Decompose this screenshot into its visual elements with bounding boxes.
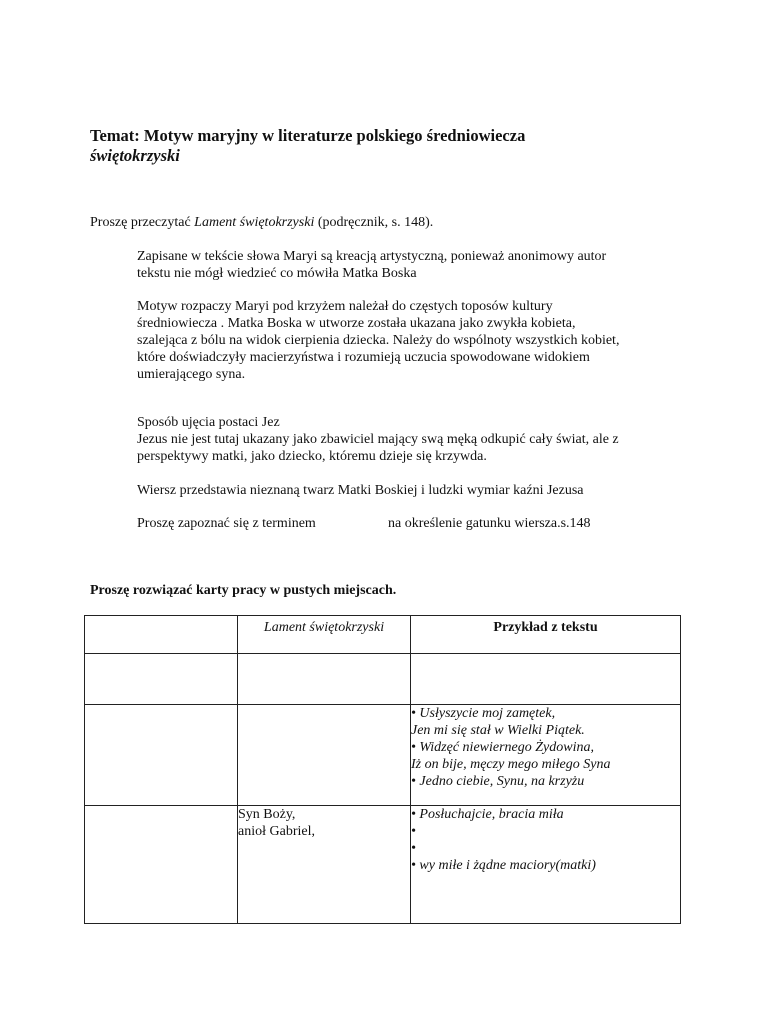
table-header-cell [85, 616, 238, 654]
para1-line: tekstu nie mógł wiedzieć co mówiła Matka Boska [137, 266, 417, 281]
para5-part2: na określenie gatunku wiersza.s.148 [388, 516, 591, 531]
para2-line: umierającego syna. [137, 367, 246, 382]
worksheet-table [84, 615, 681, 924]
table-cell-empty[interactable] [238, 654, 411, 705]
table-cell-empty[interactable] [238, 705, 411, 806]
table-header-cell: Przykład z tekstu [411, 616, 681, 654]
table-row [85, 654, 681, 705]
quote-line: • [411, 841, 416, 856]
intro-work-title: Lament świętokrzyski [194, 215, 315, 230]
table-cell-empty[interactable] [411, 654, 681, 705]
para5-part1: Proszę zapoznać się z terminem [137, 516, 316, 531]
characters-cell [238, 806, 411, 924]
para2-line: szalejąca z bólu na widok cierpienia dziecka. Należy do wspólnoty wszystkich kobiet, [137, 333, 620, 348]
table-row [85, 806, 681, 924]
character-name: Syn Boży, [238, 807, 296, 822]
page-title: Temat: Motyw maryjny w literaturze polskiego średniowiecza [90, 126, 526, 145]
quote-line: Jen mi się stał w Wielki Piątek. [411, 723, 585, 738]
quote-cell [411, 705, 681, 806]
task-instruction: Proszę rozwiązać karty pracy w pustych miejscach. [90, 583, 397, 598]
page-subtitle: świętokrzyski [90, 146, 180, 165]
para2-line: średniowiecza . Matka Boska w utworze została ukazana jako zwykła kobieta, [137, 316, 576, 331]
quote-cell [411, 806, 681, 924]
quote-line: • Widzęć niewiernego Żydowina, [411, 740, 594, 755]
para1-line: Zapisane w tekście słowa Maryi są kreacją artystyczną, ponieważ anonimowy autor [137, 249, 607, 264]
table-header-row [85, 616, 681, 654]
quote-line: • [411, 824, 416, 839]
quote-line: • Posłuchajcie, bracia miła [411, 807, 564, 822]
table-cell-empty[interactable] [85, 806, 238, 924]
intro-prefix: Proszę przeczytać [90, 215, 195, 230]
quote-line: • Jedno ciebie, Synu, na krzyżu [411, 774, 585, 789]
quote-line: Iż on bije, męczy mego miłego Syna [411, 757, 611, 772]
para3-line: Sposób ujęcia postaci Jez [137, 415, 280, 430]
para3-line: perspektywy matki, jako dziecko, któremu dzieje się krzywda. [137, 449, 487, 464]
table-cell-empty[interactable] [85, 654, 238, 705]
character-name: anioł Gabriel, [238, 824, 315, 839]
intro-line [90, 214, 433, 231]
table-row [85, 705, 681, 806]
intro-suffix: (podręcznik, s. 148). [314, 215, 434, 230]
para2-line: Motyw rozpaczy Maryi pod krzyżem należał do częstych toposów kultury [137, 299, 553, 314]
para3-line: Jezus nie jest tutaj ukazany jako zbawiciel mający swą męką odkupić cały świat, ale z [137, 432, 619, 447]
para4-line: Wiersz przedstawia nieznaną twarz Matki Boskiej i ludzki wymiar kaźni Jezusa [137, 483, 584, 498]
table-cell-empty[interactable] [85, 705, 238, 806]
quote-line: • wy miłe i żądne maciory(matki) [411, 858, 596, 873]
table-header-cell: Lament świętokrzyski [238, 616, 411, 654]
para2-line: które doświadczyły macierzyństwa i rozumieją uczucia spowodowane widokiem [137, 350, 590, 365]
quote-line: • Usłyszycie moj zamętek, [411, 706, 556, 721]
